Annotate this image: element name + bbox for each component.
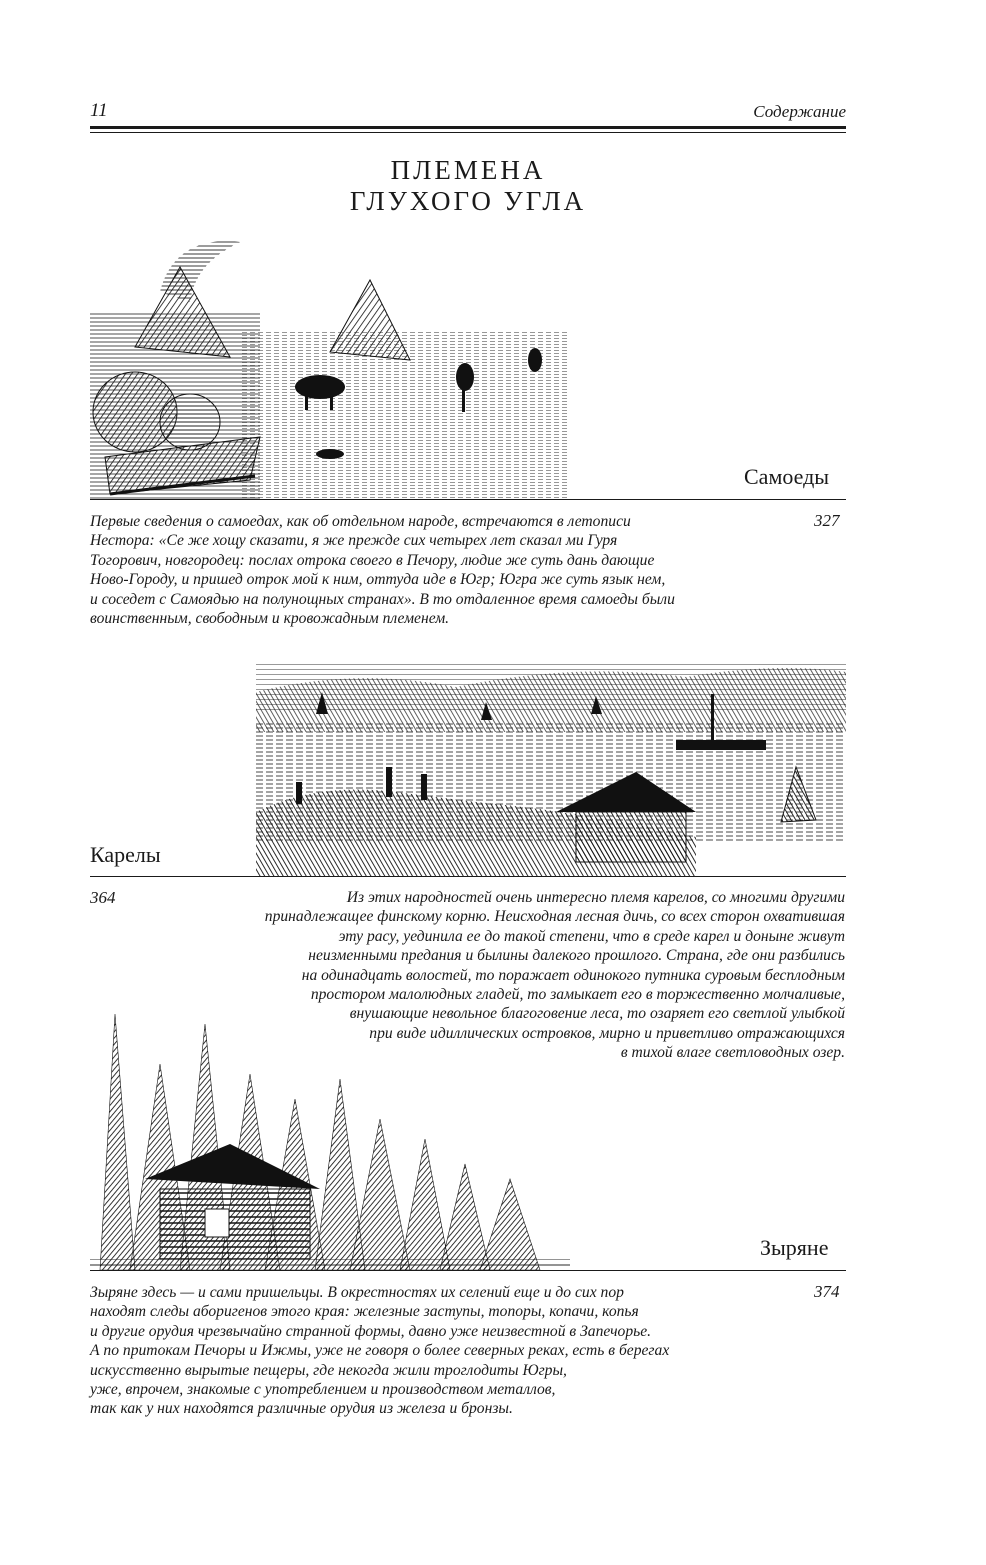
abstract-line: эту расу, уединила ее до такой степени, что в среде карел и доныне живут bbox=[338, 927, 845, 945]
chapter-rule bbox=[90, 876, 846, 877]
abstract-line: при виде идиллических островков, мирно и приветливо отражающихся bbox=[369, 1024, 845, 1042]
abstract-line: принадлежащее финскому корню. Неисходная лесная дичь, со всех сторон охватившая bbox=[264, 908, 845, 926]
abstract-line: Ново-Городу, и пришед отрок мой к ним, оттуда иде в Югр; Югра же суть язык нем, bbox=[90, 571, 666, 589]
abstract-line: воинственным, свободным и кровожадным племенем. bbox=[90, 610, 450, 628]
chapter-rule bbox=[90, 499, 846, 500]
abstract-line: Тогорович, новгородец: послах отрока своего в Печору, людие же суть дань дающие bbox=[90, 551, 655, 569]
chapter-title-samoyeds: Самоеды bbox=[744, 464, 830, 489]
abstract-line: в тихой влаге светловодных озер. bbox=[620, 1044, 845, 1062]
chapter-title-zyryans: Зыряне bbox=[760, 1235, 829, 1260]
abstract-line: искусственно вырытые пещеры, где некогда жили троглодиты Югры, bbox=[90, 1361, 567, 1379]
abstract-line: Зыряне здесь — и сами пришельцы. В окрестностях их селений еще и до сих пор bbox=[90, 1284, 624, 1301]
chapter-rule bbox=[90, 1270, 846, 1271]
abstract-line: Нестора: «Се же хощу сказати, я же прежде сих четырех лет сказал ми Гуря bbox=[90, 532, 618, 550]
abstract-line: на одинадцать волостей, то поражает одинокого путника суровым бесплодным bbox=[301, 966, 845, 984]
abstract-line: находят следы аборигенов этого края: железные заступы, топоры, копачи, копья bbox=[90, 1303, 639, 1321]
part-title bbox=[90, 155, 846, 217]
abstract-line: уже, впрочем, знакомые с употреблением и производством металлов, bbox=[90, 1381, 556, 1399]
header-rule-thin bbox=[90, 132, 846, 133]
chapter-page-samoyeds: 327 bbox=[814, 511, 840, 530]
abstract-line: неизменными предания и былины далекого прошлого. Страна, где они разбились bbox=[308, 947, 845, 965]
chapter-page-zyryans: 374 bbox=[814, 1282, 840, 1301]
abstract-line: А по притокам Печоры и Ижмы, уже не говоря о более северных реках, есть в берегах bbox=[90, 1342, 670, 1360]
abstract-line: и соседет с Самоядью на полунощных странах». В то отдаленное время самоеды были bbox=[90, 590, 675, 608]
page-number: 11 bbox=[90, 100, 108, 121]
abstract-line: Первые сведения о самоедах, как об отдельном народе, встречаются в летописи bbox=[90, 513, 631, 530]
spruce-forest-cabin-engraving bbox=[90, 1004, 570, 1270]
chapter-abstract-samoyeds bbox=[90, 512, 790, 628]
abstract-line: так как у них находятся различные орудия из железа и бронзы. bbox=[90, 1400, 513, 1418]
header-rule-thick bbox=[90, 126, 846, 129]
abstract-line: внушающие невольное благоговение леса, то озаряет его светлой улыбкой bbox=[349, 1005, 845, 1023]
chapter-page-karelians: 364 bbox=[90, 888, 116, 907]
abstract-line: и другие орудия чрезвычайно странной формы, давно уже неизвестной в Запечорье. bbox=[90, 1322, 652, 1340]
part-title-line-2: ГЛУХОГО УГЛА bbox=[349, 186, 587, 216]
abstract-line: простором малолюдных гладей, то замыкает его в торжественно молчаливые, bbox=[310, 986, 845, 1004]
abstract-line: Из этих народностей очень интересно племя карелов, со многими другими bbox=[346, 889, 845, 906]
part-title-line-1: ПЛЕМЕНА bbox=[390, 155, 546, 185]
chapter-abstract-zyryans bbox=[90, 1283, 800, 1419]
chapter-title-karelians: Карелы bbox=[90, 842, 161, 867]
tundra-reindeer-camp-engraving bbox=[90, 232, 570, 500]
lake-village-boats-engraving bbox=[256, 662, 846, 876]
section-name: Содержание bbox=[753, 102, 846, 121]
